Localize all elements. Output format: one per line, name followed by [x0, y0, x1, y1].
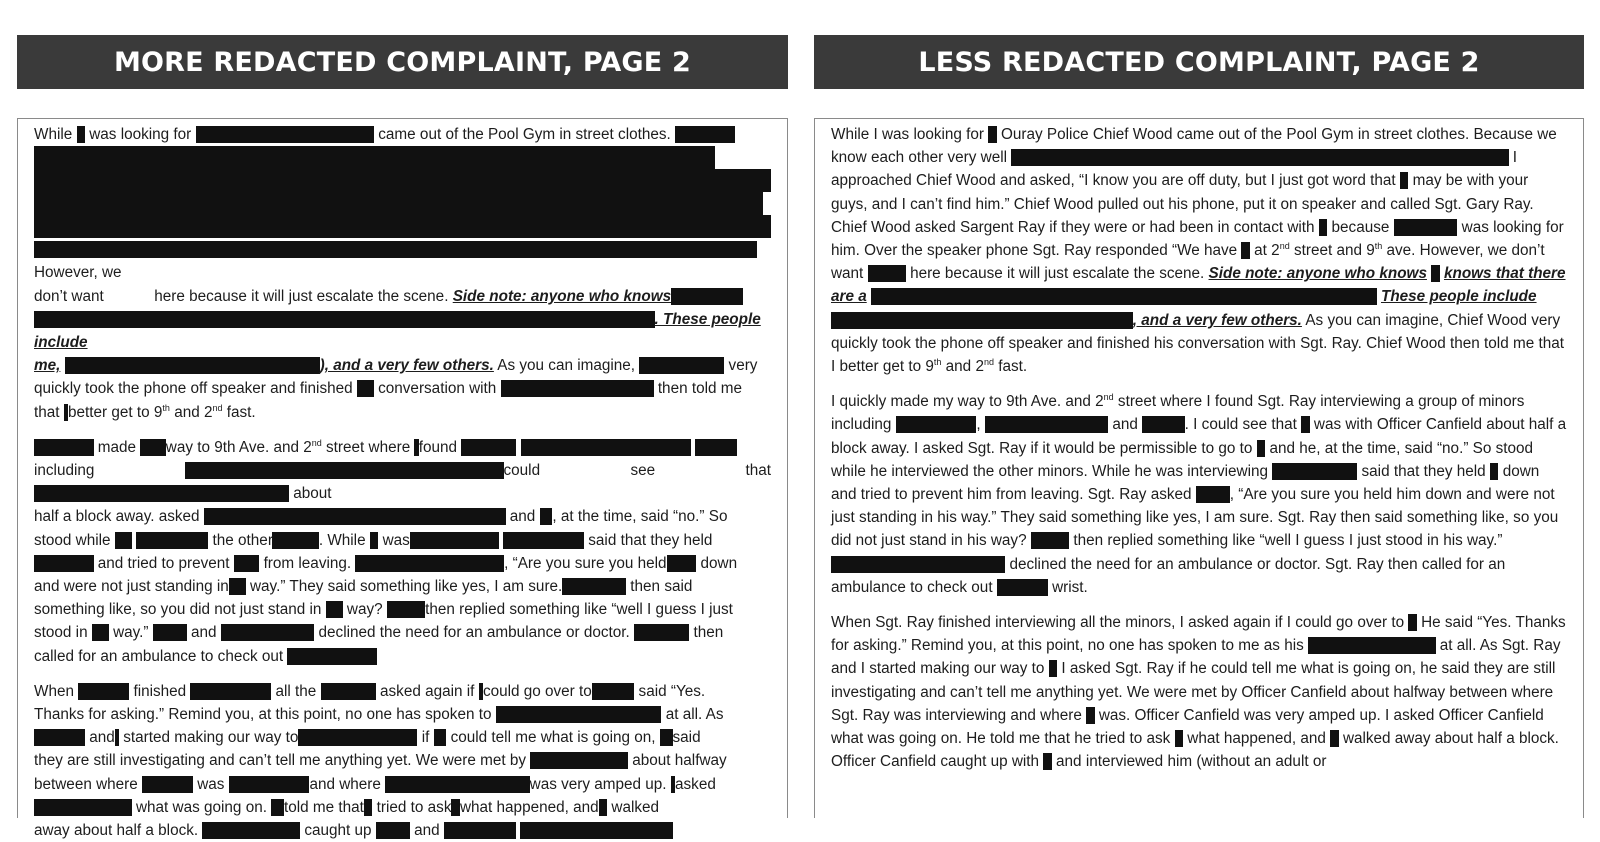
redaction — [599, 799, 608, 816]
right-document — [814, 118, 1584, 818]
text: When — [34, 682, 74, 700]
text: came out of the Pool Gym in street clothes. — [378, 126, 671, 143]
left-paragraph-1 — [34, 123, 771, 424]
redaction — [229, 578, 246, 595]
text: , at the time, said “no.” So — [552, 508, 728, 526]
text: may be with your guys, and I can’t find him.” Chief Wood pulled out his phone, put it on speaker and called Sgt. Gary Ray. Chief Wood asked Sargent Ray if they were or had been in contact with — [831, 172, 1534, 236]
right-header — [814, 35, 1584, 89]
redaction — [1196, 486, 1230, 503]
redaction — [868, 265, 906, 282]
redaction — [871, 288, 1377, 305]
redaction — [434, 729, 447, 746]
left-document — [17, 118, 788, 840]
text: could tell me what is going on, — [450, 729, 656, 747]
redaction — [65, 357, 320, 374]
text: and where — [309, 775, 381, 793]
text: and 2 — [945, 358, 984, 376]
right-paragraph-1 — [831, 123, 1567, 378]
redaction — [1490, 463, 1499, 480]
text: if — [421, 729, 430, 747]
side-note: me, — [34, 357, 61, 375]
redaction — [204, 508, 506, 525]
text: However, we — [34, 264, 122, 282]
redaction — [540, 508, 553, 525]
text: then said — [630, 578, 693, 596]
redaction — [34, 439, 94, 456]
side-note: ), and a very few others. — [319, 357, 494, 375]
redaction — [142, 776, 193, 793]
text: and 2 — [174, 403, 213, 421]
text: and tried to prevent — [97, 554, 230, 572]
redaction — [988, 126, 997, 143]
redaction — [634, 624, 689, 641]
text: at all. As — [665, 706, 724, 724]
left-paragraph-3 — [34, 680, 771, 842]
redaction — [298, 729, 417, 746]
redaction — [1330, 730, 1339, 747]
text: conversation with — [378, 380, 497, 398]
superscript: nd — [1279, 240, 1290, 251]
text: asked again if — [380, 682, 475, 700]
text: was looking for — [89, 126, 192, 143]
redaction — [234, 555, 260, 572]
text: declined the need for an ambulance or doctor. Sgt. Ray then called for an ambulance to check out — [831, 555, 1506, 596]
redaction — [387, 601, 425, 618]
redaction — [287, 648, 376, 665]
text: asked — [158, 508, 200, 526]
redaction — [592, 683, 635, 700]
superscript: th — [933, 356, 942, 367]
redaction — [271, 799, 284, 816]
redaction — [1031, 532, 1069, 549]
side-note: Side note: anyone who knows — [452, 287, 672, 305]
text: . While — [318, 531, 366, 549]
redaction — [451, 799, 460, 816]
text: . I could see that — [1184, 416, 1297, 434]
redaction — [153, 624, 187, 641]
text: way? — [346, 601, 383, 619]
superscript: nd — [1103, 392, 1114, 403]
text: , “Are you sure you held him down and were not just standing in his way.” They said something like yes, I am sure. Sgt. Ray then said something like, so you did not just stand in his way? — [831, 486, 1559, 550]
text: While I was looking for — [831, 126, 985, 143]
text: walked away about half a block. Officer Canfield caught up with — [831, 730, 1559, 771]
text: , — [976, 416, 981, 434]
redaction — [831, 312, 1133, 329]
text: and — [1112, 416, 1138, 434]
redaction — [136, 532, 208, 549]
text: quickly took the phone off speaker and finished — [34, 380, 353, 398]
text: what happened, and — [459, 798, 599, 816]
redaction — [997, 579, 1048, 596]
text: wrist. — [1052, 578, 1088, 596]
text: from leaving. — [263, 554, 352, 572]
redaction — [385, 776, 530, 793]
text: stood in — [34, 624, 88, 642]
redaction — [896, 416, 977, 433]
text: way.” — [113, 624, 149, 642]
redaction — [376, 822, 410, 839]
redaction — [34, 729, 85, 746]
redaction — [364, 799, 373, 816]
text: caught up — [304, 822, 372, 840]
text: He said “Yes. Thanks for asking.” Remind you, at this point, no one has spoken to me as his — [831, 614, 1566, 655]
superscript: th — [1374, 240, 1383, 251]
text: here because it will just escalate the scene. — [154, 287, 449, 305]
left-header — [17, 35, 788, 89]
text: and were not just standing in — [34, 578, 229, 596]
text: asked — [675, 775, 716, 793]
redaction — [1394, 219, 1458, 236]
text: As you can imagine, — [497, 357, 636, 375]
text: and — [89, 729, 115, 747]
redaction — [695, 439, 738, 456]
redaction — [1431, 265, 1440, 282]
text: down — [700, 554, 738, 572]
text: what happened, and — [1187, 730, 1326, 748]
redaction — [34, 146, 715, 169]
redaction — [34, 192, 763, 215]
text: I asked Sgt. Ray if he could tell me what is going on, he said they are still investigating and can’t tell me anything yet. We were met by Officer Canfield about halfway between where Sgt. Ray was interviewing and where — [831, 660, 1556, 724]
redaction — [1043, 753, 1052, 770]
text: and — [191, 624, 217, 642]
redaction — [410, 532, 499, 549]
text: was very amped up. — [529, 775, 667, 793]
redaction — [461, 439, 516, 456]
redaction — [229, 776, 310, 793]
left-column — [17, 35, 788, 840]
text: better get to 9 — [68, 403, 163, 421]
redaction — [321, 683, 376, 700]
text: the other — [212, 531, 273, 549]
text: finished — [133, 682, 187, 700]
text: As you can imagine, Chief Wood very quickly took the phone off speaker and finished his conversation with Sgt. Ray. Chief Wood then told me that I better get to 9 — [831, 311, 1564, 376]
redaction — [1086, 707, 1095, 724]
text: walked — [611, 798, 660, 816]
text: street and 9 — [1293, 242, 1375, 260]
text: could go over to — [482, 682, 592, 700]
text: said — [672, 729, 701, 747]
text: about halfway — [632, 752, 727, 770]
redaction — [34, 169, 771, 192]
redaction — [1011, 149, 1508, 166]
text: street where — [326, 438, 411, 456]
redaction — [444, 822, 516, 839]
text: here because it will just escalate the scene. — [910, 265, 1205, 283]
text: and he, at the time, said “no.” So stood while he interviewed the other minors. While he was interviewing — [831, 439, 1534, 480]
text: way.” They said something like yes, I am sure. — [250, 578, 563, 596]
text: told me that — [283, 798, 364, 816]
side-note: These people include — [1380, 288, 1537, 306]
text: then replied something like “well I guess I just — [425, 601, 733, 619]
redaction — [1175, 730, 1184, 747]
text: stood while — [34, 531, 111, 549]
redaction — [1049, 660, 1058, 677]
text: Thanks for asking.” Remind you, at this point, no one has spoken to — [34, 706, 492, 724]
text: and — [414, 822, 440, 840]
left-title: MORE REDACTED COMPLAINT, PAGE 2 — [113, 46, 692, 78]
text: fast. — [998, 358, 1028, 376]
text: very — [728, 357, 758, 375]
redaction — [639, 357, 724, 374]
right-column — [814, 35, 1584, 818]
text: could see that — [503, 462, 772, 480]
text: fast. — [226, 403, 256, 421]
redaction — [326, 601, 343, 618]
redaction — [34, 555, 94, 572]
redaction — [671, 288, 743, 305]
text: what was going on. — [136, 798, 267, 816]
text: and — [509, 508, 536, 526]
text: something like, so you did not just stand in — [34, 601, 322, 619]
text: was. Officer Canfield was very amped up. I asked Officer Canfield what was going on. He told me that he tried to ask — [831, 706, 1544, 748]
text: declined the need for an ambulance or doctor. — [318, 624, 630, 642]
right-paragraph-3 — [831, 611, 1567, 773]
superscript: nd — [983, 356, 994, 367]
text: about — [293, 485, 332, 503]
redaction — [521, 439, 691, 456]
right-paragraph-2 — [831, 390, 1567, 599]
text: don’t want — [34, 287, 104, 305]
redaction — [660, 729, 673, 746]
redaction — [675, 126, 735, 143]
text: at all. As Sgt. Ray and I started making our way to — [831, 637, 1561, 678]
text: I quickly made my way to 9th Ave. and 2 — [831, 393, 1104, 411]
redaction — [357, 380, 374, 397]
text: was — [382, 531, 410, 549]
redaction — [1400, 172, 1409, 189]
redaction — [530, 752, 628, 769]
redaction — [1241, 242, 1250, 259]
text: Ouray Police Chief Wood came out of the Pool Gym in street clothes. Because we know each other very well — [831, 126, 1557, 167]
redaction — [34, 799, 132, 816]
redaction — [140, 439, 166, 456]
superscript: th — [162, 402, 170, 413]
text: While — [34, 126, 73, 143]
text: then — [693, 624, 724, 642]
redaction — [34, 241, 757, 258]
text: street where I found Sgt. Ray interviewing a group of minors including — [831, 393, 1525, 434]
text: , “Are you sure you held — [504, 554, 667, 572]
redaction — [202, 822, 300, 839]
text: found — [418, 438, 457, 456]
redaction — [190, 683, 271, 700]
redaction — [1408, 614, 1417, 631]
redaction — [34, 215, 771, 238]
superscript: nd — [212, 402, 223, 413]
redaction — [1142, 416, 1185, 433]
redaction — [985, 416, 1108, 433]
text: was with Officer Canfield about half a block away. I asked Sgt. Ray if it would be permissible to go to — [831, 416, 1567, 457]
text: away about half a block. — [34, 822, 199, 840]
text: all the — [275, 682, 317, 700]
text: said that they held — [1361, 462, 1486, 480]
redaction — [501, 380, 654, 397]
text: that — [34, 403, 60, 421]
side-note: . These people include — [34, 310, 761, 352]
redaction — [496, 706, 662, 723]
text: they are still investigating and can’t tell me anything yet. We were met by — [34, 752, 527, 770]
redaction — [1272, 463, 1357, 480]
redaction — [92, 624, 109, 641]
text: I approached Chief Wood and asked, “I know you are off duty, but I just got word that — [831, 149, 1517, 190]
text: was — [197, 775, 225, 793]
redaction — [115, 532, 132, 549]
text: said “Yes. — [638, 682, 706, 700]
redaction — [1257, 440, 1266, 457]
text: started making our way to — [123, 729, 299, 747]
text: half a block away. — [34, 508, 155, 526]
text: ave. However, we don’t want — [831, 242, 1545, 283]
redaction — [196, 126, 375, 143]
text: because — [1331, 218, 1390, 236]
text: tried to ask — [376, 798, 452, 816]
text: at 2 — [1254, 242, 1280, 260]
redaction — [370, 532, 379, 549]
side-note: knows that there are a — [831, 265, 1566, 306]
redaction — [272, 532, 319, 549]
redaction — [562, 578, 626, 595]
text: When Sgt. Ray finished interviewing all the minors, I asked again if I could go over to — [831, 614, 1405, 632]
text: then replied something like “well I guess I just stood in his way.” — [1073, 532, 1503, 550]
text: called for an ambulance to check out — [34, 647, 284, 665]
right-title: LESS REDACTED COMPLAINT, PAGE 2 — [918, 46, 1480, 78]
text: and interviewed him (without an adult or — [1056, 753, 1327, 771]
redaction — [185, 462, 504, 479]
text: down and tried to prevent him from leaving. Sgt. Ray asked — [831, 462, 1540, 504]
text: said that they held — [588, 531, 713, 549]
redaction — [221, 624, 315, 641]
redaction — [34, 485, 289, 502]
redaction — [355, 555, 504, 572]
redaction — [34, 311, 655, 328]
text: way to 9th Ave. and 2 — [165, 438, 312, 456]
superscript: nd — [311, 437, 322, 448]
text: made — [97, 438, 137, 456]
text: including — [34, 462, 95, 480]
text: was looking for him. Over the speaker phone Sgt. Ray responded “We have — [831, 218, 1564, 260]
redaction — [503, 532, 584, 549]
redaction — [1301, 416, 1310, 433]
redaction — [1308, 637, 1436, 654]
text: then told me — [657, 380, 742, 398]
redaction — [667, 555, 697, 572]
redaction — [520, 822, 673, 839]
redaction — [831, 556, 1005, 573]
redaction — [1319, 219, 1328, 236]
side-note: , and a very few others. — [1132, 311, 1302, 329]
redaction — [77, 126, 86, 143]
redaction — [78, 683, 129, 700]
text: between where — [34, 775, 138, 793]
side-note: Side note: anyone who knows — [1208, 265, 1427, 283]
redaction — [115, 729, 119, 746]
left-paragraph-2 — [34, 436, 771, 668]
